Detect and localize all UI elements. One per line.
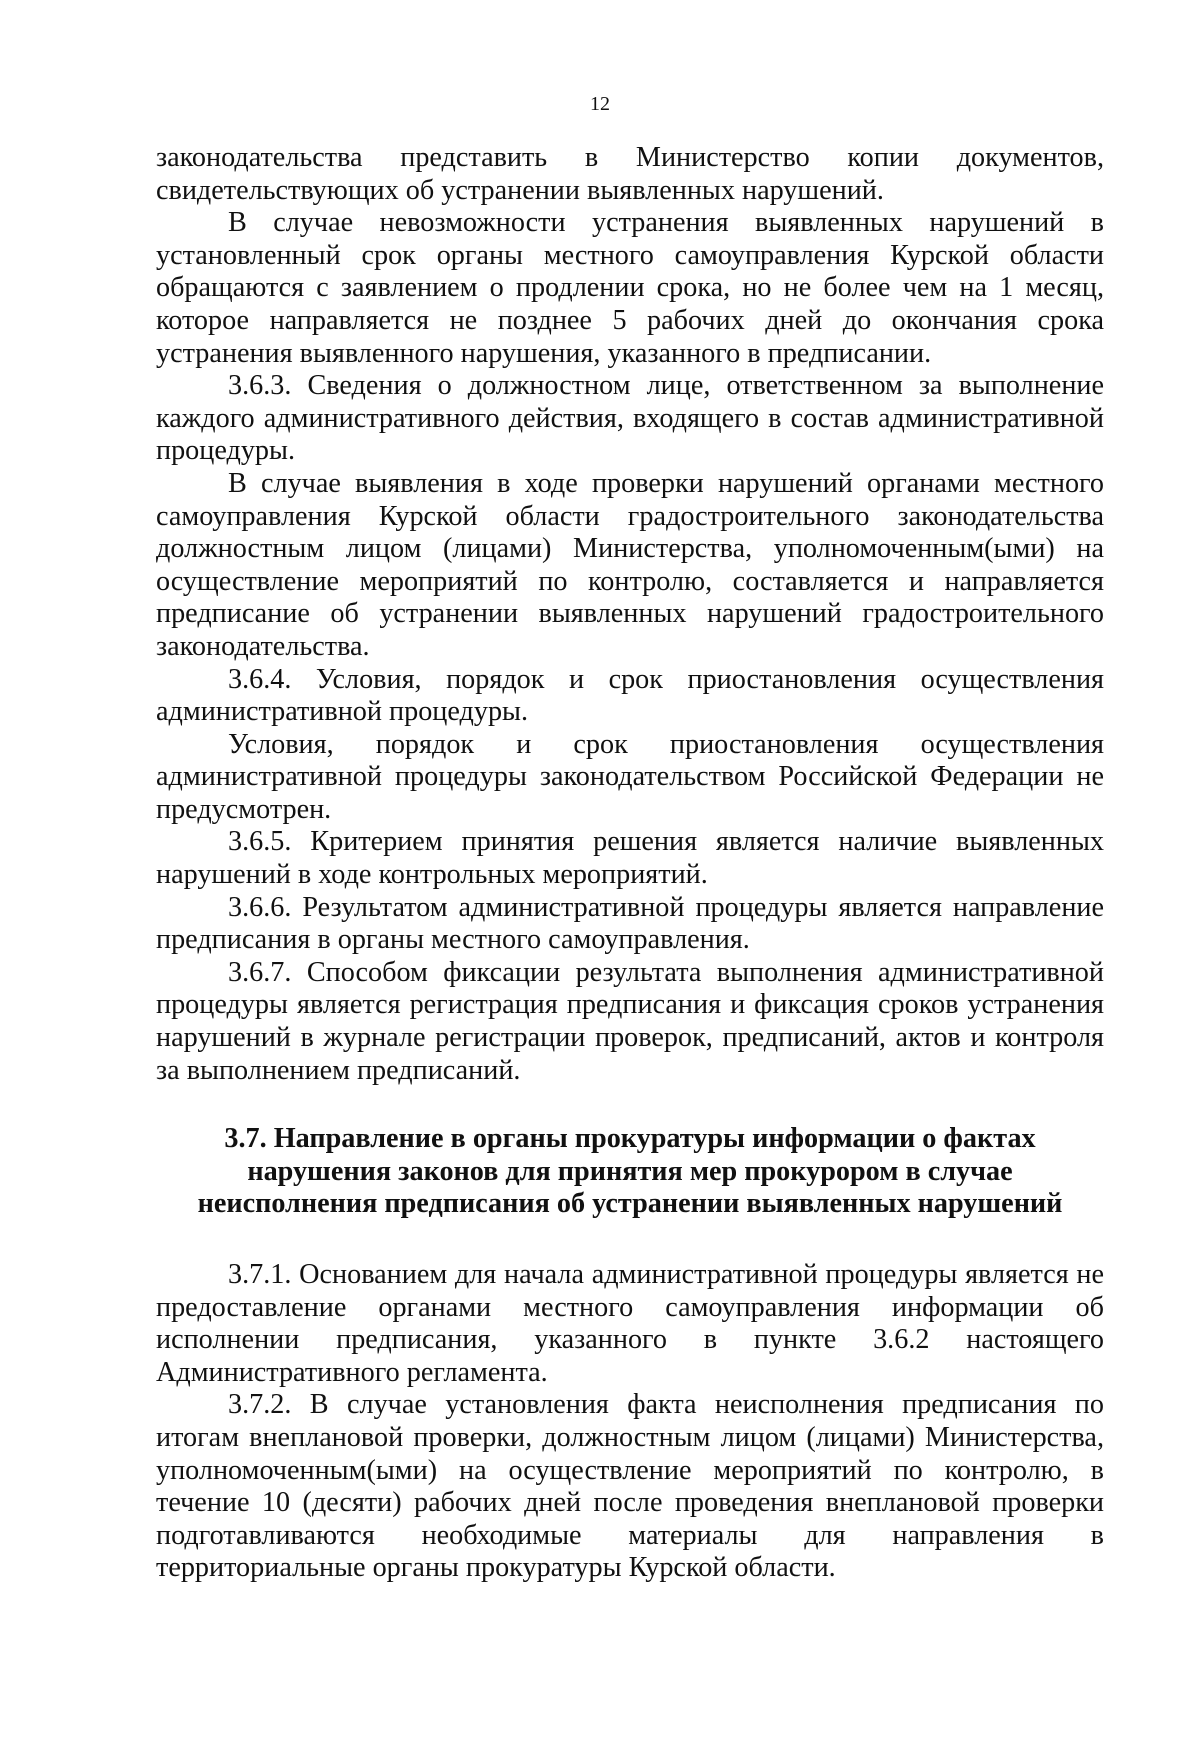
section-heading-line-2: нарушения законов для принятия мер прокурором в случае [247, 1155, 1013, 1187]
section-heading-line-3: неисполнения предписания об устранении выявленных нарушений [197, 1188, 1063, 1220]
paragraph-p6: Условия, порядок и срок приостановления осуществления административной процедуры законодательством Российской Федерации не предусмотрен. [156, 728, 1104, 825]
section-heading-line-1: 3.7. Направление в органы прокуратуры информации о фактах [224, 1123, 1036, 1155]
paragraph-p11: 3.7.2. В случае установления факта неисполнения предписания по итогам внеплановой проверки, должностным лицом (лицами) Министерства, уполномоченным(ыми) на осуществление мероприятий по контролю, в течение 10 (десяти) рабочих дней после проведения внеплановой проверки подготавливаются необходимые материалы для направления в территориальные органы прокуратуры Курской области. [156, 1389, 1104, 1584]
paragraph-p1: законодательства представить в Министерство копии документов, свидетельствующих об устранении выявленных нарушений. [156, 142, 1104, 206]
paragraph-p7: 3.6.5. Критерием принятия решения является наличие выявленных нарушений в ходе контрольных мероприятий. [156, 826, 1104, 891]
page-number: 12 [590, 93, 610, 115]
paragraph-p3: 3.6.3. Сведения о должностном лице, ответственном за выполнение каждого административного действия, входящего в состав административной процедуры. [156, 370, 1104, 467]
paragraph-p8: 3.6.6. Результатом административной процедуры является направление предписания в органы местного самоуправления. [156, 891, 1104, 956]
paragraph-p10: 3.7.1. Основанием для начала административной процедуры является не предоставление органами местного самоуправления информации об исполнении предписания, указанного в пункте 3.6.2 настоящего Административного регламента. [156, 1259, 1104, 1388]
paragraph-p2: В случае невозможности устранения выявленных нарушений в установленный срок органы местного самоуправления Курской области обращаются с заявлением о продлении срока, но не более чем на 1 месяц, которое направляется не позднее 5 рабочих дней до окончания срока устранения выявленного нарушения, указанного в предписании. [156, 207, 1104, 369]
paragraph-p5: 3.6.4. Условия, порядок и срок приостановления осуществления административной процедуры. [156, 663, 1104, 728]
section-heading [156, 1123, 1104, 1221]
document-body [156, 142, 1104, 1585]
paragraph-p9: 3.6.7. Способом фиксации результата выполнения административной процедуры является регистрация предписания и фиксация сроков устранения нарушений в журнале регистрации проверок, предписаний, актов и контроля за выполнением предписаний. [156, 956, 1104, 1086]
paragraph-p4: В случае выявления в ходе проверки нарушений органами местного самоуправления Курской области градостроительного законодательства должностным лицом (лицами) Министерства, уполномоченным(ыми) на осуществление мероприятий по контролю, составляется и направляется предписание об устранении выявленных нарушений градостроительного законодательства. [156, 467, 1104, 662]
